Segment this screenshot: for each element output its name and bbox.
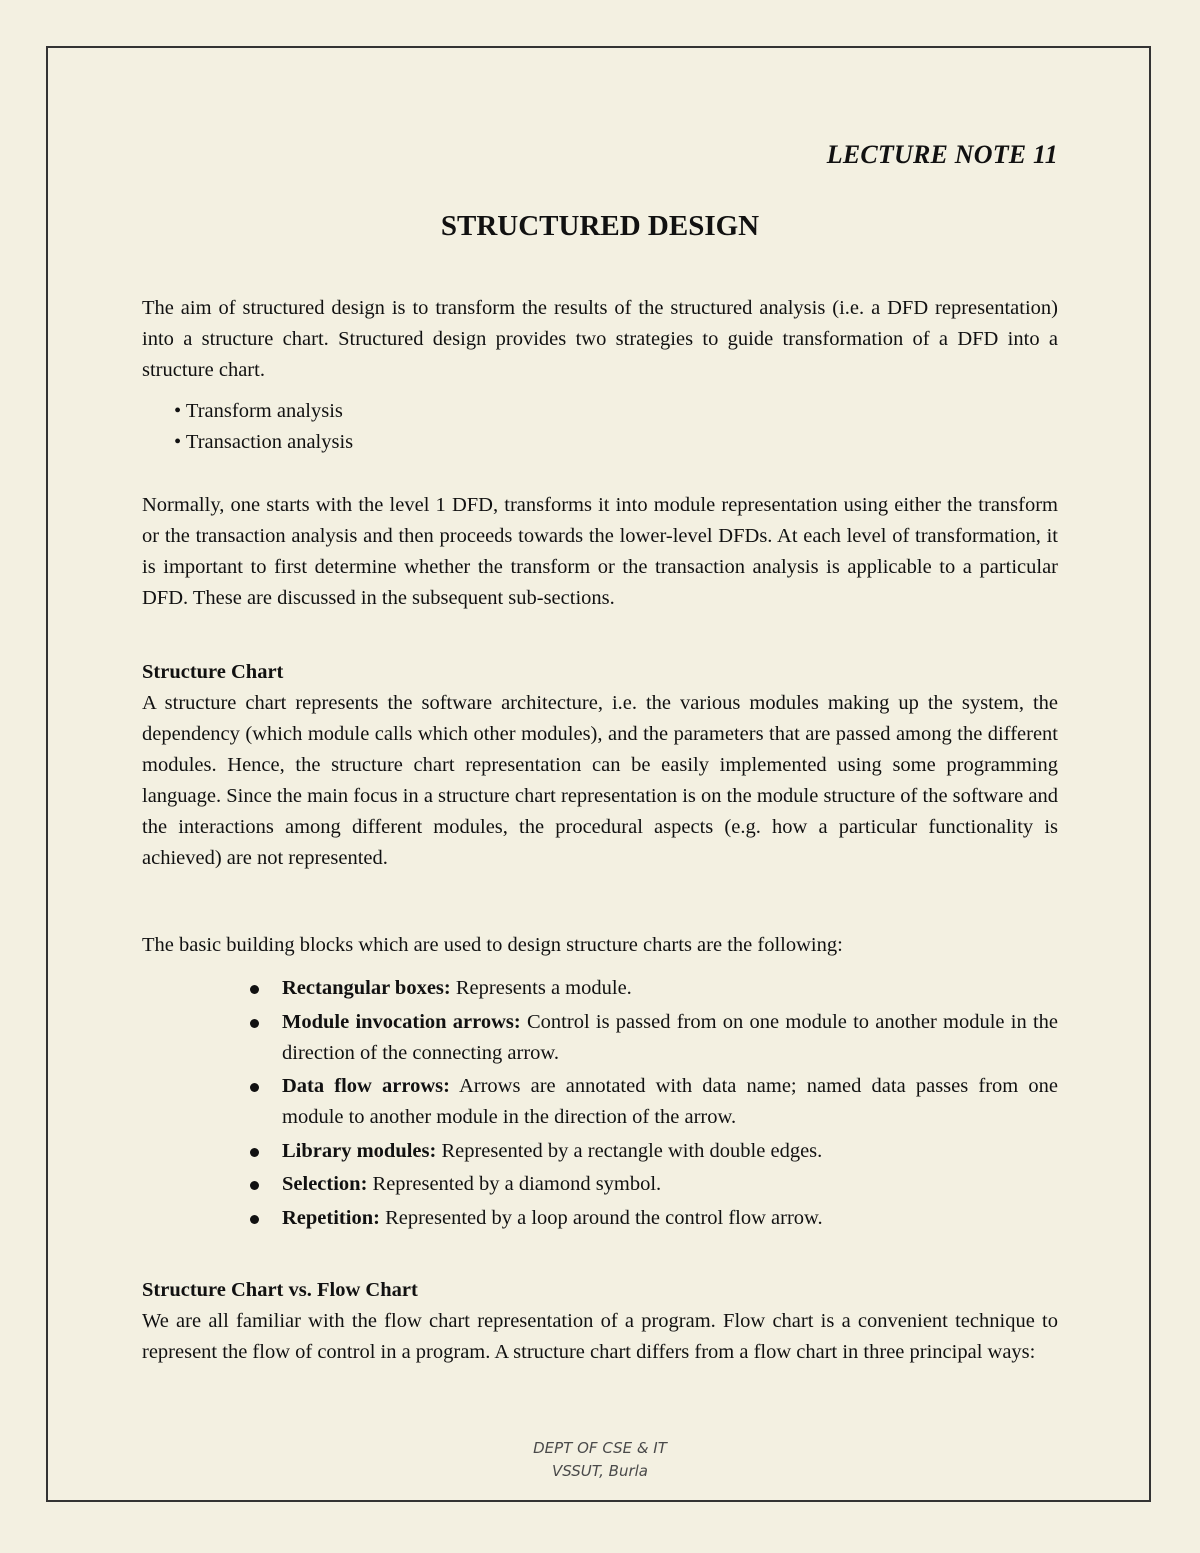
footer-department: DEPT OF CSE & IT [533, 1439, 667, 1457]
block-desc: Represented by a diamond symbol. [367, 1173, 662, 1195]
strategy-item-transaction: • Transaction analysis [174, 431, 354, 453]
page-footer [0, 1437, 1200, 1483]
list-item [282, 1071, 1058, 1133]
list-item [282, 973, 1058, 1004]
list-item [282, 1136, 1058, 1167]
block-term: Data flow arrows: [282, 1075, 450, 1097]
structure-chart-paragraph: A structure chart represents the software architecture, i.e. the various modules making up the system, the dependency (which module calls which other modules), and the parameters that are passed among the different modules. Hence, the structure chart representation can be easily implemented using some programming language. Since the main focus in a structure chart representation is on the module structure of the software and the interactions among different modules, the procedural aspects (e.g. how a particular functionality is achieved) are not represented. [142, 692, 1058, 869]
bullet-dot-icon [250, 1181, 259, 1190]
building-blocks-list [282, 973, 1058, 1236]
building-blocks-intro: The basic building blocks which are used to design structure charts are the following: [142, 934, 843, 956]
intro-paragraph: The aim of structured design is to transform the results of the structured analysis (i.e. a DFD representation) into a structure chart. Structured design provides two strategies to guide transformation of a DFD into a structure chart. [142, 297, 1058, 381]
block-desc: Represents a module. [450, 977, 632, 999]
block-term: Rectangular boxes: [282, 977, 451, 999]
block-term: Module invocation arrows: [282, 1010, 521, 1033]
bullet-dot-icon [250, 1148, 259, 1157]
structure-chart-heading: Structure Chart [142, 661, 284, 683]
list-item [282, 1007, 1058, 1069]
block-term: Library modules: [282, 1139, 437, 1162]
strategy-item-transform: • Transform analysis [174, 400, 343, 422]
vs-flow-chart-paragraph: We are all familiar with the flow chart representation of a program. Flow chart is a convenient technique to represent the flow of control in a program. A structure chart differs from a flow chart in three principal ways: [142, 1310, 1058, 1363]
block-desc: Control is passed from on one module to another module in the direction of the connecting arrow. [282, 1010, 1058, 1064]
normally-paragraph: Normally, one starts with the level 1 DFD, transforms it into module representation using either the transform or the transaction analysis and then proceeds towards the lower-level DFDs. At each level of transformation, it is important to first determine whether the transform or the transaction analysis is applicable to a particular DFD. These are discussed in the subsequent sub-sections. [142, 494, 1058, 609]
list-item [282, 1169, 1058, 1200]
block-desc: Represented by a rectangle with double edges. [436, 1139, 823, 1162]
bullet-dot-icon [250, 1215, 259, 1224]
block-term: Selection: [282, 1173, 368, 1195]
page-title: STRUCTURED DESIGN [440, 210, 760, 242]
footer-institution: VSSUT, Burla [552, 1462, 648, 1480]
block-desc: Represented by a loop around the control flow arrow. [379, 1206, 823, 1229]
block-desc: Arrows are annotated with data name; named data passes from one module to another module in the direction of the arrow. [282, 1075, 1058, 1128]
strategy-list [174, 396, 353, 458]
list-item [282, 1203, 1058, 1234]
bullet-dot-icon [250, 985, 259, 994]
bullet-dot-icon [250, 1083, 259, 1092]
lecture-note-label: LECTURE NOTE 11 [826, 140, 1058, 169]
vs-flow-chart-heading: Structure Chart vs. Flow Chart [142, 1279, 418, 1301]
bullet-dot-icon [250, 1019, 259, 1028]
block-term: Repetition: [282, 1206, 380, 1229]
